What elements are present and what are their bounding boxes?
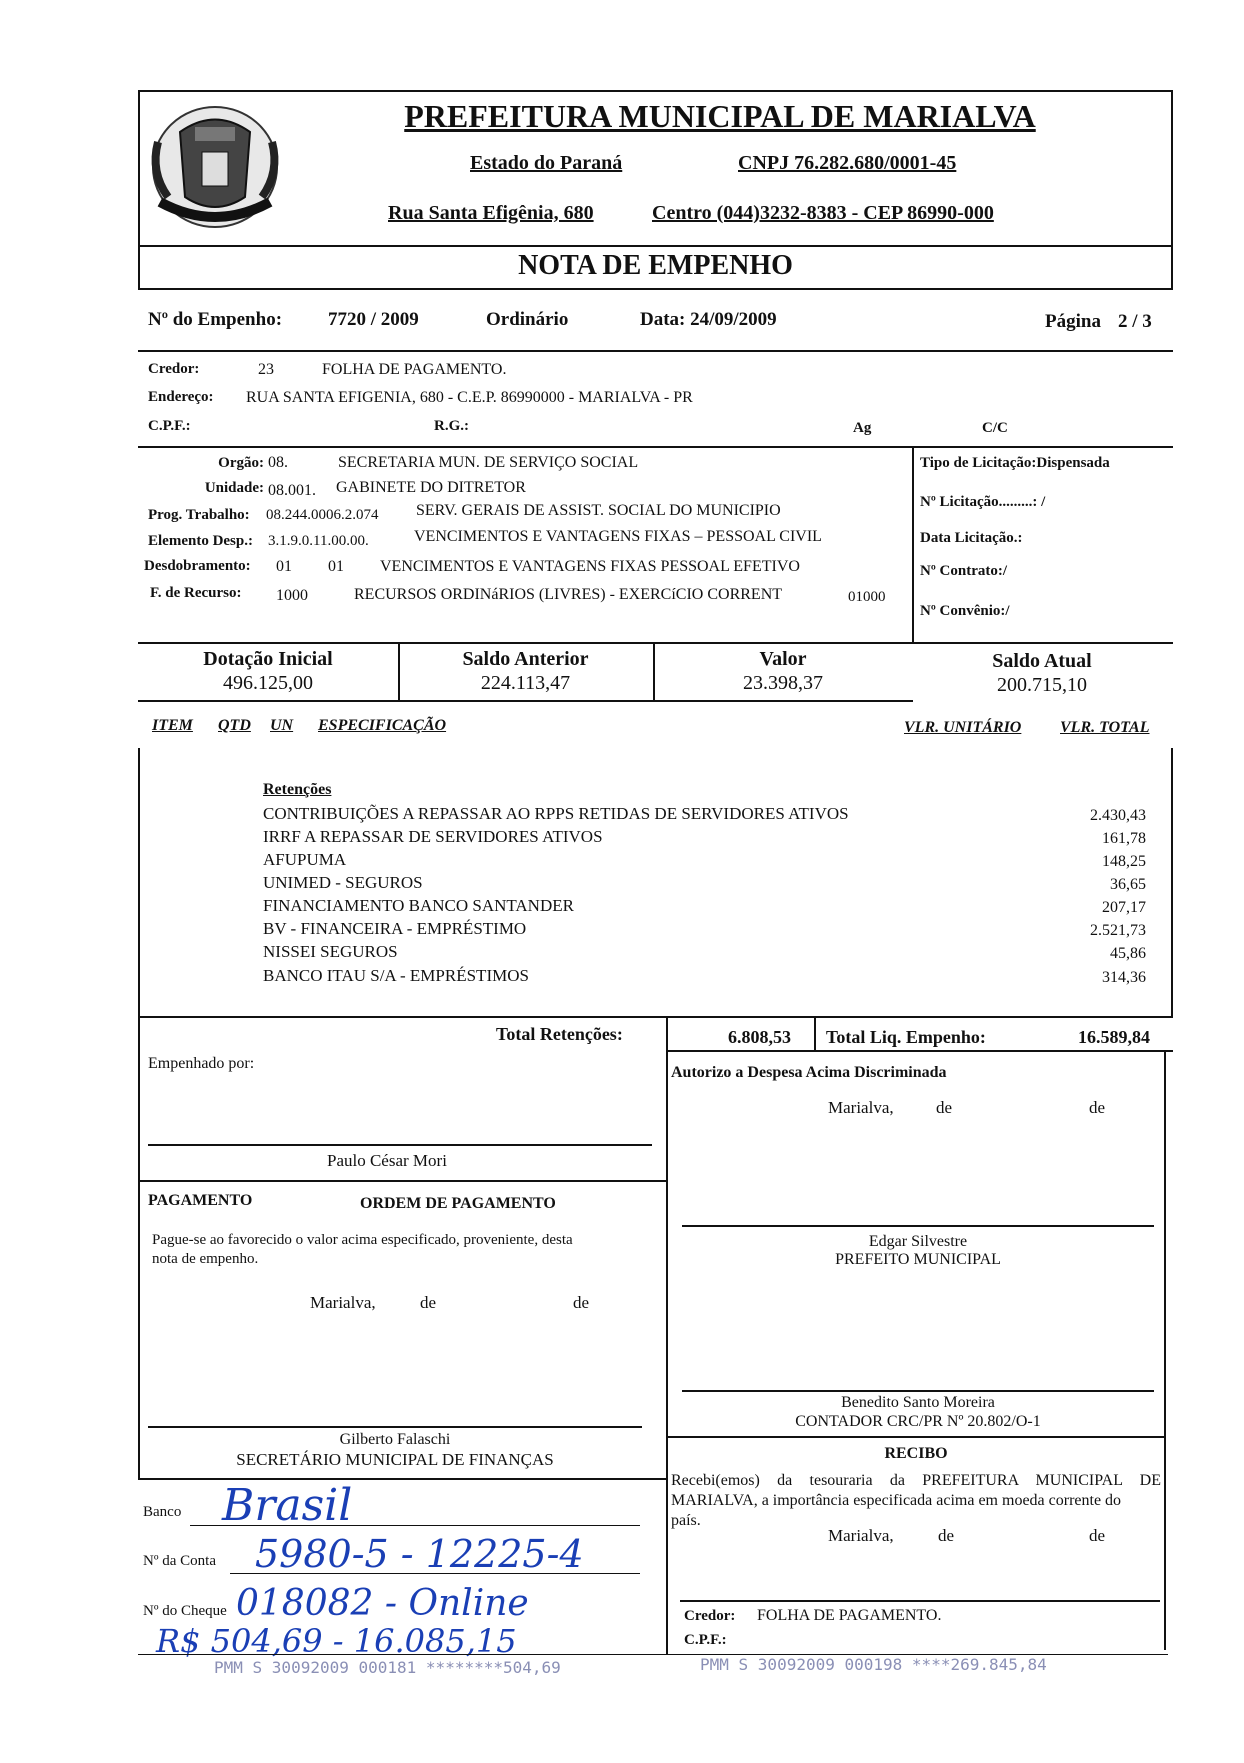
desdobramento-name: VENCIMENTOS E VANTAGENS FIXAS PESSOAL EFETIVO [380,558,800,575]
empenho-divider [138,350,1173,352]
col-total: VLR. TOTAL [1060,719,1150,736]
cheque-label: Nº do Cheque [143,1603,227,1619]
desdobramento-code1: 01 [276,558,292,575]
unidade-name: GABINETE DO DITRETOR [336,479,526,496]
recibo-top [666,1436,1166,1438]
pagamento-text2: nota de empenho. [152,1251,259,1267]
saldo-anterior-label: Saldo Anterior [462,648,589,670]
coat-of-arms-icon [140,92,290,242]
empenhado-sign-line [148,1144,652,1146]
valor-label: Valor [759,648,807,670]
prog-name: SERV. GERAIS DE ASSIST. SOCIAL DO MUNICIPIO [416,502,781,519]
valor-handwriting: R$ 504,69 - 16.085,15 [156,1622,517,1660]
items-left [138,748,140,1016]
orgao-label: Orgão: [218,455,264,471]
retencao-value: 148,25 [1102,853,1146,870]
autorizo-label: Autorizo a Despesa Acima Discriminada [671,1064,947,1081]
retencao-desc: NISSEI SEGUROS [263,942,398,961]
retencao-desc: CONTRIBUIÇÕES A REPASSAR AO RPPS RETIDAS DE SERVIDORES ATIVOS [263,804,849,823]
header-contact: Centro (044)3232-8383 - CEP 86990-000 [652,202,994,224]
col-un: UN [270,717,294,734]
licitacao-contrato: Nº Contrato:/ [920,563,1008,579]
prog-label: Prog. Trabalho: [148,507,250,523]
credor-label: Credor: [148,361,200,377]
elemento-code: 3.1.9.0.11.00.00. [268,533,369,549]
licitacao-tipo: Tipo de Licitação:Dispensada [920,455,1110,471]
col-item: ITEM [152,717,193,734]
elemento-name: VENCIMENTOS E VANTAGENS FIXAS – PESSOAL CIVIL [414,528,822,545]
dotacao-value: 496.125,00 [223,672,313,694]
empenhado-label: Empenhado por: [148,1055,255,1072]
falaschi-name: Gilberto Falaschi [339,1431,451,1448]
page-label: Página [1045,311,1101,332]
conta-handwriting: 5980-5 - 12225-4 [255,1532,584,1576]
banco-label: Banco [143,1504,182,1520]
recibo-cpf-label: C.P.F.: [684,1632,727,1648]
recibo-line2: MARIALVA, a importância especificada acima em moeda corrente do [671,1492,1122,1509]
cpf-label: C.P.F.: [148,418,191,434]
autorizo-place: Marialva, [828,1098,894,1117]
contador-role: CONTADOR CRC/PR Nº 20.802/O-1 [795,1413,1041,1430]
empenhado-name: Paulo César Mori [327,1151,447,1170]
totals-bottom [666,1050,1173,1052]
lower-left [138,1016,140,1480]
retencao-value: 2.521,73 [1090,922,1146,939]
pagamento-text1: Pague-se ao favorecido o valor acima especificado, proveniente, desta [152,1232,573,1248]
saldo-anterior-value: 224.113,47 [480,672,571,694]
prefeito-name: Edgar Silvestre [868,1233,968,1250]
credor-name: FOLHA DE PAGAMENTO. [322,361,507,378]
licitacao-convenio: Nº Convênio:/ [920,603,1010,619]
valor-value: 23.398,37 [743,672,823,694]
contador-sign-line [682,1390,1154,1392]
licitacao-divider [912,446,914,642]
desdobramento-label: Desdobramento: [144,558,251,574]
saldos-bottom [138,700,913,702]
stamp-right: PMM S 30092009 000198 ****269.845,84 [700,1655,1047,1674]
unidade-label: Unidade: [204,480,264,496]
lower-right [1164,1050,1166,1650]
elemento-label: Elemento Desp.: [148,533,253,549]
empenho-type: Ordinário [486,309,569,330]
credor-address: RUA SANTA EFIGENIA, 680 - C.E.P. 86990000 - MARIALVA - PR [246,389,693,406]
header-divider [138,245,1173,247]
page-number: 2 / 3 [1118,311,1152,332]
header-state: Estado do Paraná [470,152,623,174]
credor-code: 23 [258,361,274,378]
totals-top [138,1016,1173,1018]
cc-label: C/C [982,420,1008,436]
recibo-place: Marialva, [828,1526,894,1545]
col-spec: ESPECIFICAÇÃO [318,717,447,734]
saldos-top [138,642,1173,644]
prefeito-sign-line [682,1225,1154,1227]
retencao-value: 161,78 [1102,830,1146,847]
licitacao-data: Data Licitação.: [920,530,1023,546]
recibo-credor-label: Credor: [684,1608,736,1624]
header-address: Rua Santa Efigênia, 680 [388,202,594,224]
dotacao-label: Dotação Inicial [203,648,333,670]
total-retencoes-label: Total Retenções: [496,1024,623,1044]
header-title: PREFEITURA MUNICIPAL DE MARIALVA [404,98,1036,134]
recibo-line1: Recebi(emos) da tesouraria da PREFEITURA MUNICIPAL DE [671,1472,1161,1489]
prog-code: 08.244.0006.2.074 [266,507,379,523]
recurso-name: RECURSOS ORDINáRIOS (LIVRES) - EXERCíCIO CORRENT [354,586,783,603]
retencao-desc: IRRF A REPASSAR DE SERVIDORES ATIVOS [263,827,603,846]
recibo-de2: de [1089,1526,1106,1545]
rg-label: R.G.: [434,418,469,434]
retencao-value: 45,86 [1110,945,1146,962]
retencao-value: 207,17 [1102,899,1146,916]
retencao-desc: UNIMED - SEGUROS [263,873,423,892]
retencao-value: 314,36 [1102,969,1146,986]
prefeito-role: PREFEITO MUNICIPAL [835,1251,1001,1268]
retencao-desc: FINANCIAMENTO BANCO SANTANDER [263,896,574,915]
recibo-line3: país. [671,1512,701,1529]
pagamento-de1: de [420,1293,437,1312]
conta-label: Nº da Conta [143,1553,216,1569]
document-title: NOTA DE EMPENHO [518,250,793,281]
recibo-credor-name: FOLHA DE PAGAMENTO. [757,1607,942,1624]
desdobramento-code2: 01 [328,558,344,575]
contador-name: Benedito Santo Moreira [841,1394,995,1411]
unidade-code: 08.001. [268,482,316,499]
col-qtd: QTD [218,717,251,734]
total-liq-label: Total Liq. Empenho: [826,1027,986,1047]
retencao-value: 2.430,43 [1090,807,1146,824]
pagamento-de2: de [573,1293,590,1312]
retencao-desc: BANCO ITAU S/A - EMPRÉSTIMOS [263,966,529,985]
retencoes-title: Retenções [263,781,332,798]
retencao-desc: AFUPUMA [263,850,347,869]
saldo-atual-value: 200.715,10 [997,674,1087,696]
empenho-number: 7720 / 2009 [328,309,419,330]
orgao-code: 08. [268,454,288,471]
orgao-name: SECRETARIA MUN. DE SERVIÇO SOCIAL [338,454,639,471]
stamp-left: PMM S 30092009 000181 ********504,69 [214,1658,561,1677]
totals-div1 [666,1016,668,1052]
cheque-handwriting: 018082 - Online [236,1583,529,1624]
recibo-title: RECIBO [884,1445,948,1462]
empenho-label: Nº do Empenho: [148,309,283,330]
autorizo-de1: de [936,1098,953,1117]
total-liq-value: 16.589,84 [1078,1027,1150,1047]
ag-label: Ag [853,420,872,436]
header-cnpj: CNPJ 76.282.680/0001-45 [738,152,957,174]
retencao-value: 36,65 [1110,876,1146,893]
falaschi-role: SECRETÁRIO MUNICIPAL DE FINANÇAS [236,1450,554,1469]
pagamento-place: Marialva, [310,1293,376,1312]
items-right [1171,748,1173,1016]
empenho-date: Data: 24/09/2009 [640,309,777,330]
ordem-pagamento-label: ORDEM DE PAGAMENTO [360,1195,556,1212]
falaschi-sign-line [148,1426,642,1428]
recurso-code2: 01000 [848,589,886,605]
saldo-atual-label: Saldo Atual [992,650,1092,672]
retencao-desc: BV - FINANCEIRA - EMPRÉSTIMO [263,919,527,938]
empenhado-bottom [138,1180,666,1182]
lower-mid [666,1050,668,1654]
autorizo-de2: de [1089,1098,1106,1117]
col-unit: VLR. UNITÁRIO [904,719,1022,736]
pagamento-bottom [138,1478,666,1480]
endereco-label: Endereço: [148,389,214,405]
recibo-sign-line [680,1600,1160,1602]
recurso-label: F. de Recurso: [150,585,242,601]
credor-divider [138,446,1173,448]
total-retencoes-value: 6.808,53 [728,1027,791,1047]
totals-div2 [814,1016,816,1052]
banco-handwriting: Brasil [222,1480,353,1531]
recibo-de1: de [938,1526,955,1545]
pagamento-label: PAGAMENTO [148,1192,253,1209]
licitacao-numero: Nº Licitação.........: / [920,494,1046,510]
recurso-code: 1000 [276,587,308,604]
